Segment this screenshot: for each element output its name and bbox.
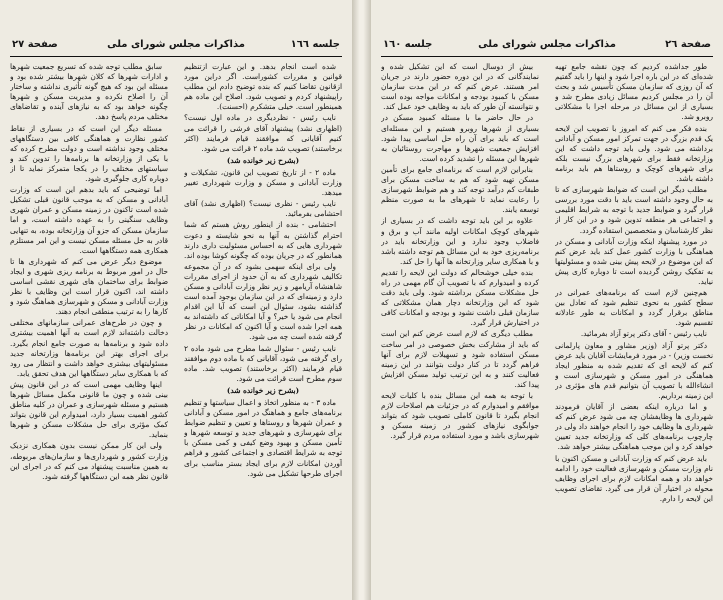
section-note: (بشرح زیر خوانده شد) — [226, 155, 300, 165]
paragraph: اینها وظایف مهمی است که در این قانون پیش بینی شده و چون ما قانونی مکمل مسائل شهرها هستیم و مسئله شهرسازی و عمران در کلیه مناطق کشور اهمیت بسیار دارد، امیدوارم این قانون بتواند کمک مؤثری برای حل مشکلات مسکن و شهرها بنماید. — [10, 379, 168, 440]
paragraph: هم‌چنین لازم است که برنامه‌های عمرانی در سطح کشور به نحوی تنظیم شود که تعادل بین مناطق برقرار گردد و امکانات به طور عادلانه تقسیم شود. — [555, 288, 713, 328]
paragraph: در مورد پیشنهاد اینکه وزارت آبادانی و مسکن در هماهنگی با وزارت کشور عمل کند باید عرض کنم که این موضوع در لایحه پیش بینی شده و مسئولیتها به تفکیک روشن گردیده است تا دوباره کاری پیش نیاید. — [555, 236, 713, 286]
paragraph: ماده ٢ - از تاریخ تصویب این قانون، تشکیلات و وزارت آبادانی و مسکن و وزارت شهرداری تغییر میدهد. — [184, 167, 342, 198]
paragraph: موضوع دیگر عرض می کنم که شهرداری ها تا حال در امور مربوط به برنامه ریزی شهری و ایجاد ضوابط برای ساختمان های شهری نقشی اساسی داشته اند، اکنون قرار است این وظایف با نظر وزارت آبادانی و مسکن و شهرسازی هماهنگ شود و کارها را به ترتیب منطقی انجام دهند. — [10, 256, 168, 317]
paragraph: در حال حاضر ما با مسئله کمبود مسکن در بسیاری از شهرها روبرو هستیم و این مسئله‌ای است که باید برای آن راه حل اساسی پیدا شود. افزایش جمعیت شهرها و مهاجرت روستائیان به شهرها این مسئله را تشدید کرده است. — [381, 113, 539, 163]
header-title: مذاكرات مجلس شورای ملی — [478, 39, 616, 50]
paragraph: ولی برای اینکه سهمی بشود که در آن مجموعه تکالیف شهرداری که به آن حدود از اجرای مقررات شاهنشاه آریامهر و زیر نظر وزارت آبادانی و مسکن دارد و زمینه‌ای که در این سازمان بوجود آمده است گذاشته بشود، سئوال این است که آیا این اقدام انجام می شود یا خیر؟ و آیا امکاناتی که داشته‌اند به همه اجرا شده است و آیا اکنون که امکانات در نظر گرفته شده است چه می شود. — [184, 261, 342, 342]
paragraph: بنابراین لازم است که برنامه‌ای جامع برای تأمین مسکن تهیه شود که هم به ساخت مسکن برای طبقات کم درآمد توجه کند و هم ضوابط شهرسازی را رعایت نماید تا شهرهای ما به صورت منظم توسعه یابند. — [381, 164, 539, 215]
paragraph: سابق مطلب توجه شده که تسریع جمعیت شهرها و ادارات شهرها که کلان شهرها بیشتر شده بود و مسئله این بود که هیچ گونه تأثیری نداشته و ساختار آن را اصلاح نکرده و مدیریت مسکن و شهرها چگونه خواهد بود که به نیازهای آینده و تقاضاهای مختلف مردم پاسخ دهد. — [10, 62, 168, 122]
paragraph: نایب رئیس - سئوال شما مطرح می شود ماده ٢ رای گرفته می شود، آقایانی که با ماده دوم موافقند قیام فرمایند (اکثر برخاستند) تصویب شد. ماده سوم مطرح است قرائت می شود. — [184, 343, 342, 383]
session-label: جلسه ١٦٦ — [290, 39, 340, 50]
paragraph: و چون در طرح‌های عمرانی سازمانهای مختلفی دخالت داشته‌اند لازم است به آنها اهمیت بیشتری داده شود و برنامه‌ها به صورت جامع انجام بگیرد. برای اجرای بهتر این برنامه‌ها وزارتخانه جدید مسئولیتهای بیشتری خواهد داشت و انتظار می رود که با همکاری سایر دستگاهها این هدف تحقق یابد. — [10, 318, 168, 378]
paragraph: علاوه بر این باید توجه داشت که در بسیاری از شهرهای کوچک امکانات اولیه مانند آب و برق و فاضلاب وجود ندارد و این وزارتخانه باید در برنامه‌ریزی خود به این مسائل هم توجه داشته باشد و با همکاری سایر وزارتخانه ها آنها را حل کند. — [381, 216, 539, 266]
paragraph: مطلب دیگر این است که ضوابط شهرسازی که تا به حال وجود داشته است باید با دقت مورد بررسی قرار گیرد و ضوابط جدید با توجه به شرایط اقلیمی و اجتماعی هر منطقه تدوین شود و در این کار از نظر کارشناسان و متخصصین استفاده گردد. — [555, 185, 713, 235]
page-header — [381, 38, 713, 57]
left-page — [0, 0, 352, 600]
text-column-right — [184, 62, 342, 596]
header-title: مذاكرات مجلس شورای ملی — [107, 39, 245, 50]
paragraph: مطلب دیگری که لازم است عرض کنم این است که باید از مشارکت بخش خصوصی در امر ساخت مسکن استفاده شود و تسهیلات لازم برای آنها فراهم گردد تا در کنار دولت بتوانند در این زمینه فعالیت کنند و به این ترتیب تولید مسکن افزایش پیدا کند. — [381, 329, 539, 389]
right-page — [371, 0, 723, 600]
paragraph: ماده ٣ - به منظور اتخاذ و اعمال سیاستها و تنظیم برنامه‌های جامع و هماهنگ در امور مسکن و آبادانی و عمران شهرها و روستاها و تعیین و تنظیم ضوابط برای شهرسازی و شهرهای جدید و توسعه شهرها و تأمین مسکن و بهبود وضع کیفی و کمی مسکن با توجه به شرایط اقتصادی و اجتماعی کشور و فراهم آوردن امکانات لازم برای ایجاد بستر مناسب برای اجرای طرحها تشکیل می شود. — [184, 398, 342, 478]
paragraph: دکتر پرتو آزاد (وزیر مشاور و معاون پارلمانی نخست وزیر) - در مورد فرمایشات آقایان باید عرض کنم که لایحه ای که تقدیم شده به منظور ایجاد هماهنگی در امور مسکن و شهرسازی است و انشاءالله با تصویب آن بتوانیم قدم های مؤثری در این زمینه برداریم. — [555, 340, 713, 400]
paragraph: شده است انجام بدهد. و این عبارت ازتنظیم قوانین و مقررات کشوراست. اگر دراین مورد ازقانون تقاضا کنیم که بنده توضیح دادم این مطلب راپیشنهاد کردم و تصویب شود. اصلاح این ماده هم همینطور است. خیلی متشکرم (احسنت). — [184, 62, 342, 112]
paragraph: ولی این کار ممکن نیست بدون همکاری نزدیک وزارت کشور و شهرداری‌ها و سازمان‌های مربوطه، به همین مناسبت پیشنهاد می کنم که در اجرای این قانون نظر همه این دستگاهها گرفته شود. — [10, 441, 168, 481]
paragraph: نایب رئیس - آقای دکتر پرتو آزاد بفرمائید. — [580, 329, 707, 339]
section-note: (بشرح زیر خوانده شد) — [226, 385, 300, 395]
page-number: صفحة ٢٧ — [12, 39, 58, 50]
paragraph: مسئله دیگر این است که در بسیاری از نقاط کشور نظارت و هماهنگی کافی بین دستگاههای مختلف وجود نداشته است و دولت مطرح کرده که با یکی از وزارتخانه ها برنامه‌ها را تدوین کند و سیاستهای مختلف را در یکجا متمرکز نماید تا از دوباره کاری جلوگیری شود. — [10, 123, 168, 184]
paragraph: طور جداشده کردیم که چون نقشه جامع تهیه شده‌ای که در این باره اجرا شود و اینها را باید گفتیم که آن روزی که سازمان مسکن تأسیس شد و بحث آن را در مجلس کردیم مسائل زیادی مطرح شد و بسیاری از این مسائل در مرحله اجرا با مشکلاتی روبرو شد. — [555, 62, 713, 122]
paragraph: با توجه به همه این مسائل بنده با کلیات لایحه موافقم و امیدوارم که در جزئیات هم اصلاحات لازم انجام بگیرد تا قانون کاملی تصویب شود که بتواند جوابگوی نیازهای کشور در زمینه مسکن و شهرسازی باشد و مورد استفاده مردم قرار گیرد. — [381, 391, 539, 441]
paragraph: بیش از دوسال است که این تشکیل شده و نمایندگانی که در این دوره حضور دارند در جریان امر هستند. عرض کنم که در این مدت سازمان مسکن با کمبود بودجه و امکانات مواجه بوده است و نتوانسته آن طور که باید به وظایف خود عمل کند. — [381, 62, 539, 112]
paragraph: اما توضیحی که باید بدهم این است که وزارت آبادانی و مسکن که به موجب قانون قبلی تشکیل شده است تاکنون در زمینه مسکن و عمران شهری وظایف سنگینی را به عهده داشته است، و اما سازمان مسکن که جزو آن وزارتخانه بوده، به تنهایی قادر به حل مسئله مسکن نیست و این امر مستلزم همکاری همه دستگاهها است. — [10, 185, 168, 255]
paragraph: باید عرض کنم که وزارت آبادانی و مسکن اکنون با نام وزارت مسکن و شهرسازی فعالیت خود را ادامه خواهد داد و همه امکانات لازم برای اجرای وظایف محوله در اختیار آن قرار می گیرد. تقاضای تصویب این لایحه را دارم. — [555, 453, 713, 503]
page-number: صفحة ٢٦ — [665, 39, 711, 50]
text-column-left — [381, 62, 539, 596]
session-label: جلسه ١٦٠ — [383, 39, 433, 50]
paragraph: نایب رئیس - نظردیگری در ماده اول نیست؟ (اظهاری نشد) پیشنهاد آقای فرشی را قرائت می کنیم آقایانی که موافقند قیام فرمایند (اکثر برخاستند) تصویب شد ماده ٢ قرائت می شود. — [184, 113, 342, 153]
paragraph: بنده فکر می کنم که امروز با تصویب این لایحه یک قدم بزرگ در جهت تمرکز امور مسکن و آبادانی برداشته می شود. ولی باید توجه داشت که این وزارتخانه فقط برای شهرهای بزرگ نیست بلکه برای شهرهای کوچک و روستاها هم باید برنامه داشته باشد. — [555, 123, 713, 184]
paragraph: نایب رئیس - نظری نیست؟ (اظهاری نشد) آقای احتشامی بفرمائید. — [184, 199, 342, 219]
text-column-left — [10, 62, 168, 596]
paragraph: احتشامی - بنده از اینطور روش هستم که شما احترام گذاشتن به آنها به نحو شایسته و دعوت شهرداری هایی که به احساس مسئولیت داری دارند همانطور که در جریان بوده که چگونه کوشا بوده اند. — [184, 220, 342, 260]
paragraph: و اما درباره اینکه بعضی از آقایان فرمودند شهرداری ها وظایفشان چه می شود عرض کنم که شهرداری ها وظایف خود را انجام خواهند داد ولی در چارچوب برنامه‌های کلی که وزارتخانه جدید تعیین خواهد کرد و این موجب هماهنگی بیشتر خواهد شد. — [555, 402, 713, 452]
page-header — [10, 38, 342, 57]
paragraph: بنده خیلی خوشحالم که دولت این لایحه را تقدیم کرده و امیدوارم که با تصویب آن گام مهمی در راه حل مشکلات مسکن برداشته شود. ولی باید دقت شود که این وزارتخانه دچار همان مشکلاتی که سازمان قبلی داشت نشود و بودجه و امکانات کافی در اختیارش قرار گیرد. — [381, 267, 539, 328]
text-column-right — [555, 62, 713, 596]
book-gutter — [352, 0, 371, 600]
